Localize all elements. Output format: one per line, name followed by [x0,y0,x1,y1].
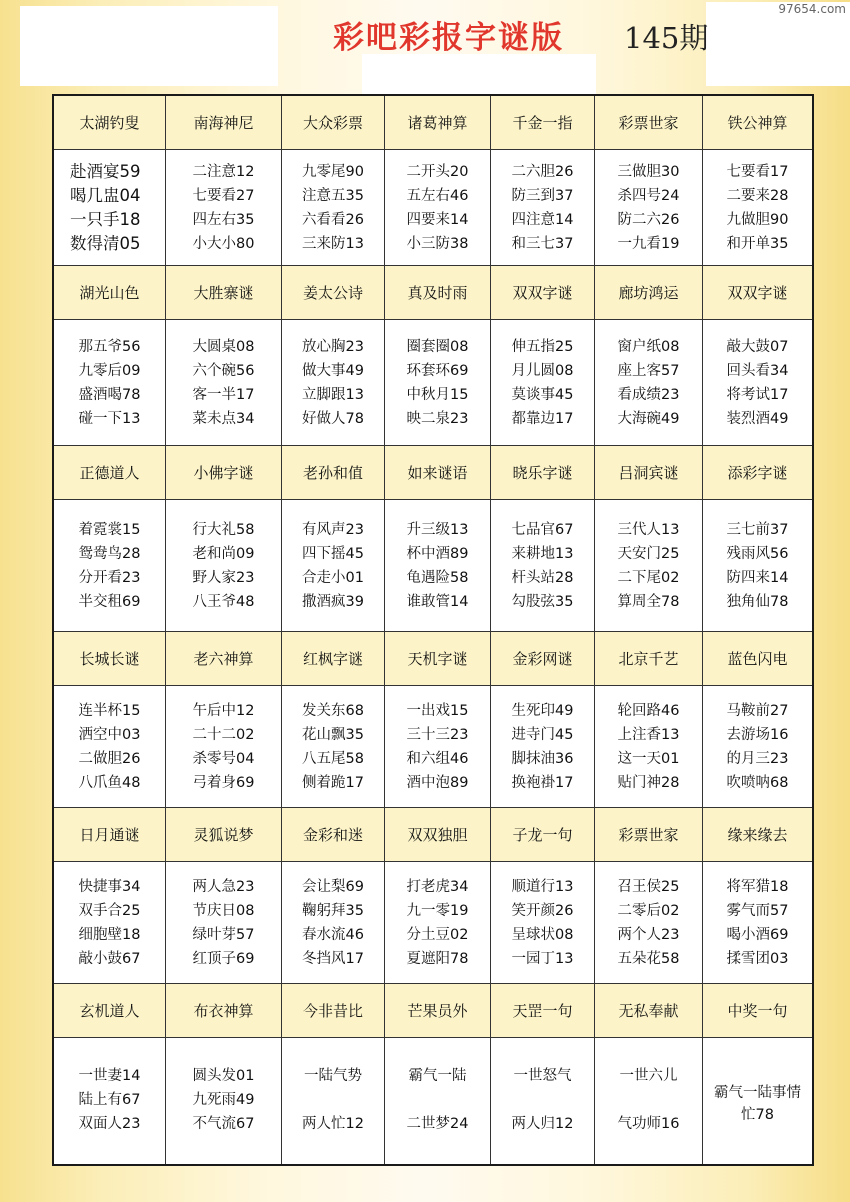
section-title: 红枫字谜 [282,632,385,686]
section-title: 小佛字谜 [166,446,282,500]
section-title: 双双字谜 [491,266,595,320]
riddle-line: 鞠躬拜35 [302,902,364,919]
riddle-line: 陆上有67 [78,1092,141,1108]
riddle-entries [703,1038,812,1164]
riddle-line: 酒中泡89 [406,774,469,791]
riddle-entries [595,862,703,984]
riddle-line: 贴门神28 [617,774,680,791]
section-title: 灵狐说梦 [166,808,282,862]
riddle-line: 两个人23 [617,926,680,943]
section-title: 姜太公诗 [282,266,385,320]
riddle-line: 双面人23 [78,1116,141,1132]
riddle-line: 放心胸23 [302,338,364,355]
riddle-line: 二六胆26 [511,163,574,180]
riddle-line: 大海碗49 [617,410,680,427]
riddle-entries [54,862,166,984]
riddle-entries [282,1038,385,1164]
riddle-line: 的月三23 [726,750,789,767]
riddle-line: 杯中酒89 [406,545,469,562]
riddle-entries [703,500,812,632]
riddle-line: 杆头站28 [511,569,574,586]
riddle-line: 杀四号24 [617,187,680,204]
riddle-entries [385,320,491,446]
riddle-line: 鸳鸯鸟28 [78,545,141,562]
riddle-line: 换袍褂17 [511,774,574,791]
section-title: 湖光山色 [54,266,166,320]
riddle-entries [385,686,491,808]
riddle-line: 小大小80 [192,235,255,252]
riddle-line: 夏遮阳78 [406,950,469,967]
riddle-entries [166,150,282,266]
riddle-line: 两人急23 [192,878,255,895]
riddle-line: 绿叶芽57 [192,926,255,943]
riddle-line: 九零后09 [78,362,141,379]
riddle-line: 来耕地13 [511,545,574,562]
riddle-line: 大圆桌08 [192,338,255,355]
riddle-line: 老和尚09 [192,545,255,562]
riddle-line: 二开头20 [406,163,469,180]
riddle-line: 一园丁13 [511,950,574,967]
riddle-entries [595,320,703,446]
riddle-line: 吹喷呐68 [726,774,789,791]
riddle-line: 回头看34 [726,362,789,379]
riddle-line: 喝小酒69 [726,926,789,943]
riddle-line: 三十三23 [406,726,469,743]
riddle-line: 和六组46 [406,750,469,767]
site-watermark: 97654.com [778,2,846,16]
section-title: 日月通谜 [54,808,166,862]
riddle-entries [282,320,385,446]
section-title: 大众彩票 [282,96,385,150]
riddle-line: 去游场16 [726,726,789,743]
riddle-entries [595,1038,703,1164]
riddle-line: 立脚跟13 [302,386,364,403]
riddle-line: 七要看27 [192,187,255,204]
riddle-line: 三做胆30 [617,163,680,180]
riddle-entries [385,1038,491,1164]
section-title: 老孙和值 [282,446,385,500]
riddle-line: 伸五指25 [511,338,574,355]
riddle-line: 两人忙12 [302,1116,364,1132]
section-title: 天罡一句 [491,984,595,1038]
riddle-line: 窗户纸08 [617,338,680,355]
section-title: 子龙一句 [491,808,595,862]
riddle-line: 轮回路46 [617,702,680,719]
riddle-line: 数得清05 [70,233,141,253]
riddle-line: 一只手18 [70,209,141,229]
riddle-line: 二零后02 [617,902,680,919]
issue-number: 145期 [624,21,709,55]
riddle-line: 九死雨49 [192,1092,255,1108]
riddle-line: 那五爷56 [78,338,141,355]
riddle-entries [166,862,282,984]
riddle-line: 八爪鱼48 [78,774,141,791]
riddle-entries [491,1038,595,1164]
riddle-line: 二世梦24 [406,1116,469,1132]
riddle-line: 一世怒气 [513,1068,572,1084]
riddle-line: 做大事49 [302,362,364,379]
riddle-entries [385,150,491,266]
riddle-line: 算周全78 [617,593,680,610]
riddle-line: 中秋月15 [406,386,469,403]
riddle-line: 午后中12 [192,702,255,719]
riddle-line: 侧着跪17 [302,774,364,791]
riddle-line: 二十二02 [192,726,255,743]
section-title: 双双字谜 [703,266,812,320]
riddle-line: 独角仙78 [726,593,789,610]
riddle-line: 敲小鼓67 [78,950,141,967]
riddle-entries [54,320,166,446]
riddle-line: 有风声23 [302,521,364,538]
section-title: 正德道人 [54,446,166,500]
riddle-entries [703,686,812,808]
riddle-entries [166,320,282,446]
riddle-line: 和开单35 [726,235,789,252]
riddle-line: 防二六26 [617,211,680,228]
riddle-line: 合走小01 [302,569,364,586]
section-title: 真及时雨 [385,266,491,320]
section-title: 太湖钓叟 [54,96,166,150]
riddle-line: 喝几盅04 [70,185,141,205]
riddle-line: 一陆气势 [304,1068,362,1084]
riddle-line: 半交租69 [78,593,141,610]
riddle-line: 三七前37 [726,521,789,538]
riddle-line: 莫谈事45 [511,386,574,403]
riddle-line: 三代人13 [617,521,680,538]
riddle-line: 敲大鼓07 [726,338,789,355]
riddle-line: 九做胆90 [726,211,789,228]
section-title: 大胜寨谜 [166,266,282,320]
riddle-entries [385,500,491,632]
riddle-line: 谁敢管14 [406,593,469,610]
riddle-entries [282,150,385,266]
section-title: 蓝色闪电 [703,632,812,686]
riddle-line: 野人家23 [192,569,255,586]
section-title: 玄机道人 [54,984,166,1038]
riddle-line: 马鞍前27 [726,702,789,719]
riddle-line: 洒空中03 [78,726,141,743]
riddle-line: 七品官67 [511,521,574,538]
riddle-line: 小三防38 [406,235,469,252]
riddle-entries [166,500,282,632]
riddle-line: 快捷事34 [78,878,141,895]
riddle-line: 环套环69 [406,362,469,379]
riddle-line: 呈球状08 [511,926,574,943]
riddle-line: 着霓裳15 [78,521,141,538]
riddle-line: 一世六儿 [619,1068,678,1084]
riddle-line: 两人归12 [511,1116,574,1132]
riddle-entries [491,862,595,984]
section-title: 千金一指 [491,96,595,150]
riddle-line: 笑开颜26 [511,902,574,919]
section-title: 无私奉献 [595,984,703,1038]
riddle-entries [703,862,812,984]
riddle-line: 发关东68 [302,702,364,719]
riddle-entries [54,500,166,632]
riddle-entries [54,150,166,266]
riddle-line: 一九看19 [617,235,680,252]
riddle-line: 撒酒疯39 [302,593,364,610]
section-title: 长城长谜 [54,632,166,686]
section-title: 晓乐字谜 [491,446,595,500]
riddle-line: 月儿圆08 [511,362,574,379]
riddle-line: 九一零19 [406,902,469,919]
riddle-line: 红顶子69 [192,950,255,967]
riddle-entries [703,320,812,446]
riddle-line: 不气流67 [192,1116,255,1132]
riddle-line: 赴酒宴59 [70,161,141,181]
riddle-line: 四要来14 [406,211,469,228]
section-title: 彩票世家 [595,96,703,150]
riddle-line: 升三级13 [406,521,469,538]
riddle-line: 圆头发01 [192,1068,255,1084]
section-title: 如来谜语 [385,446,491,500]
riddle-line: 装烈酒49 [726,410,789,427]
section-title: 吕洞宾谜 [595,446,703,500]
riddle-line: 都靠边17 [511,410,574,427]
riddle-line: 和三七37 [511,235,574,252]
riddle-line: 顺道行13 [511,878,574,895]
riddle-entries [595,500,703,632]
section-title: 添彩字谜 [703,446,812,500]
riddle-line: 气功师16 [617,1116,680,1132]
section-title: 廊坊鸿运 [595,266,703,320]
section-title: 北京千艺 [595,632,703,686]
riddle-line: 二要来28 [726,187,789,204]
riddle-entries [595,686,703,808]
riddle-entries [54,686,166,808]
riddle-line: 三来防13 [302,235,364,252]
riddle-entries [166,686,282,808]
redaction-box-center [362,54,596,98]
riddle-line: 冬挡风17 [302,950,364,967]
riddle-entries [282,500,385,632]
riddle-entries [491,686,595,808]
riddle-entries [491,500,595,632]
section-title: 铁公神算 [703,96,812,150]
riddle-line: 五左右46 [406,187,469,204]
riddle-line: 圈套圈08 [406,338,469,355]
riddle-line: 五朵花58 [617,950,680,967]
riddle-entries [385,862,491,984]
riddle-line: 客一半17 [192,386,255,403]
riddle-entries [491,320,595,446]
riddle-line: 打老虎34 [406,878,469,895]
section-title: 中奖一句 [703,984,812,1038]
riddle-line: 上注香13 [617,726,680,743]
riddle-entries [703,150,812,266]
riddle-line: 杀零号04 [192,750,255,767]
riddle-line: 防四来14 [726,569,789,586]
riddle-line: 春水流46 [302,926,364,943]
riddle-line: 将军猎18 [726,878,789,895]
riddle-line: 九零尾90 [302,163,364,180]
riddle-line: 将考试17 [726,386,789,403]
riddle-line: 二注意12 [192,163,255,180]
riddle-line: 双手合25 [78,902,141,919]
page-title: 彩吧彩报字谜版 [333,20,564,56]
riddle-table [52,94,814,1166]
riddle-line: 八王爷48 [192,593,255,610]
riddle-line: 进寺门45 [511,726,574,743]
riddle-entries [595,150,703,266]
riddle-line: 看成绩23 [617,386,680,403]
riddle-line: 盛酒喝78 [78,386,141,403]
riddle-line: 好做人78 [302,410,364,427]
riddle-entries [166,1038,282,1164]
section-title: 诸葛神算 [385,96,491,150]
riddle-line: 连半杯15 [78,702,141,719]
riddle-line: 勾股弦35 [511,593,574,610]
riddle-line: 四注意14 [511,211,574,228]
riddle-line: 雾气而57 [726,902,789,919]
riddle-line: 一出戏15 [406,702,469,719]
riddle-entries [282,686,385,808]
riddle-line: 弓着身69 [192,774,255,791]
riddle-line: 座上客57 [617,362,680,379]
redaction-box-left [20,6,278,86]
riddle-line: 防三到37 [511,187,574,204]
riddle-line: 分开看23 [78,569,141,586]
riddle-line: 行大礼58 [192,521,255,538]
riddle-line: 八五尾58 [302,750,364,767]
riddle-line: 霸气一陆事情忙78 [714,1085,801,1123]
riddle-line: 花山飘35 [302,726,364,743]
riddle-line: 霸气一陆 [408,1068,467,1084]
riddle-entries [491,150,595,266]
riddle-line: 龟遇险58 [406,569,469,586]
riddle-line: 残雨风56 [726,545,789,562]
riddle-line: 脚抹油36 [511,750,574,767]
section-title: 南海神尼 [166,96,282,150]
riddle-line: 二下尾02 [617,569,680,586]
riddle-line: 天安门25 [617,545,680,562]
riddle-line: 节庆日08 [192,902,255,919]
section-title: 今非昔比 [282,984,385,1038]
riddle-line: 召王侯25 [617,878,680,895]
riddle-line: 映二泉23 [406,410,469,427]
riddle-line: 生死印49 [511,702,574,719]
section-title: 布衣神算 [166,984,282,1038]
riddle-line: 会让梨69 [302,878,364,895]
section-title: 金彩网谜 [491,632,595,686]
section-title: 金彩和迷 [282,808,385,862]
section-title: 芒果员外 [385,984,491,1038]
riddle-line: 注意五35 [302,187,364,204]
riddle-line: 一世妻14 [78,1068,141,1084]
riddle-line: 四左右35 [192,211,255,228]
riddle-entries [282,862,385,984]
riddle-line: 六看看26 [302,211,364,228]
section-title: 老六神算 [166,632,282,686]
riddle-entries [54,1038,166,1164]
section-title: 双双独胆 [385,808,491,862]
riddle-line: 揉雪团03 [726,950,789,967]
section-title: 缘来缘去 [703,808,812,862]
riddle-line: 这一天01 [617,750,680,767]
riddle-line: 碰一下13 [78,410,141,427]
riddle-line: 菜未点34 [192,410,255,427]
riddle-line: 分土豆02 [406,926,469,943]
section-title: 天机字谜 [385,632,491,686]
riddle-line: 二做胆26 [78,750,141,767]
riddle-line: 细胞壁18 [78,926,141,943]
section-title: 彩票世家 [595,808,703,862]
riddle-line: 七要看17 [726,163,789,180]
riddle-line: 四下摇45 [302,545,364,562]
riddle-line: 六个碗56 [192,362,255,379]
